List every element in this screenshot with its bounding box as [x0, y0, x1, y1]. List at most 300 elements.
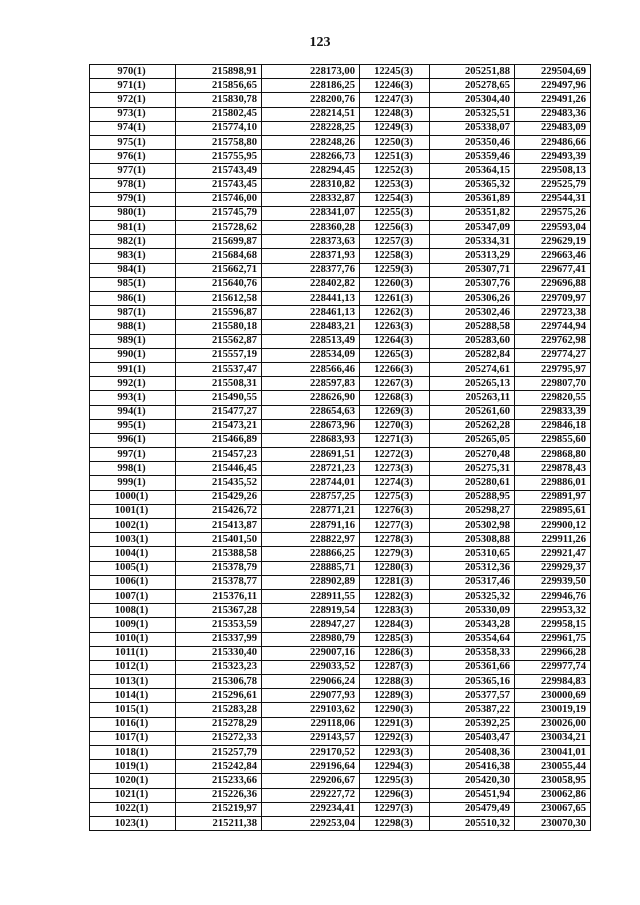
- y-coord-cell: 229483,36: [515, 107, 591, 121]
- y-coord-cell: 228721,23: [262, 462, 360, 476]
- page-number: 123: [309, 35, 331, 50]
- x-coord-cell: 215699,87: [176, 235, 262, 249]
- x-coord-cell: 205387,22: [430, 703, 515, 717]
- x-coord-cell: 215306,78: [176, 675, 262, 689]
- y-coord-cell: 228822,97: [262, 533, 360, 547]
- table-row: [90, 774, 591, 788]
- point-id-cell: 12267(3): [360, 377, 430, 391]
- point-id-cell: 1002(1): [90, 519, 176, 533]
- y-coord-cell: 228683,93: [262, 433, 360, 447]
- x-coord-cell: 205302,46: [430, 306, 515, 320]
- table-row: [90, 760, 591, 774]
- y-coord-cell: 229118,06: [262, 717, 360, 731]
- x-coord-cell: 215684,68: [176, 249, 262, 263]
- x-coord-cell: 215898,91: [176, 65, 262, 79]
- x-coord-cell: 205343,28: [430, 618, 515, 632]
- point-id-cell: 12257(3): [360, 235, 430, 249]
- y-coord-cell: 228654,63: [262, 405, 360, 419]
- point-id-cell: 12274(3): [360, 476, 430, 490]
- point-id-cell: 12258(3): [360, 249, 430, 263]
- x-coord-cell: 205350,46: [430, 135, 515, 149]
- table-row: [90, 703, 591, 717]
- table-row: [90, 462, 591, 476]
- x-coord-cell: 215426,72: [176, 504, 262, 518]
- y-coord-cell: 229921,47: [515, 547, 591, 561]
- x-coord-cell: 205403,47: [430, 731, 515, 745]
- y-coord-cell: 229723,38: [515, 306, 591, 320]
- point-id-cell: 1012(1): [90, 660, 176, 674]
- x-coord-cell: 205408,36: [430, 746, 515, 760]
- x-coord-cell: 205334,31: [430, 235, 515, 249]
- x-coord-cell: 205325,51: [430, 107, 515, 121]
- table-row: [90, 150, 591, 164]
- y-coord-cell: 228866,25: [262, 547, 360, 561]
- table-row: [90, 235, 591, 249]
- point-id-cell: 12250(3): [360, 135, 430, 149]
- point-id-cell: 12287(3): [360, 660, 430, 674]
- x-coord-cell: 215388,58: [176, 547, 262, 561]
- point-id-cell: 1017(1): [90, 731, 176, 745]
- y-coord-cell: 229077,93: [262, 689, 360, 703]
- y-coord-cell: 228885,71: [262, 561, 360, 575]
- y-coord-cell: 229878,43: [515, 462, 591, 476]
- table-row: [90, 178, 591, 192]
- table-row: [90, 689, 591, 703]
- y-coord-cell: 229977,74: [515, 660, 591, 674]
- y-coord-cell: 229795,97: [515, 362, 591, 376]
- point-id-cell: 1019(1): [90, 760, 176, 774]
- point-id-cell: 996(1): [90, 433, 176, 447]
- x-coord-cell: 215378,77: [176, 575, 262, 589]
- point-id-cell: 12270(3): [360, 419, 430, 433]
- x-coord-cell: 205351,82: [430, 206, 515, 220]
- y-coord-cell: 228373,63: [262, 235, 360, 249]
- table-row: [90, 490, 591, 504]
- point-id-cell: 994(1): [90, 405, 176, 419]
- point-id-cell: 1007(1): [90, 589, 176, 603]
- y-coord-cell: 230062,86: [515, 788, 591, 802]
- point-id-cell: 12252(3): [360, 164, 430, 178]
- x-coord-cell: 205262,28: [430, 419, 515, 433]
- point-id-cell: 12255(3): [360, 206, 430, 220]
- point-id-cell: 997(1): [90, 448, 176, 462]
- point-id-cell: 12276(3): [360, 504, 430, 518]
- point-id-cell: 12273(3): [360, 462, 430, 476]
- y-coord-cell: 229575,26: [515, 206, 591, 220]
- point-id-cell: 12254(3): [360, 192, 430, 206]
- y-coord-cell: 228461,13: [262, 306, 360, 320]
- y-coord-cell: 229774,27: [515, 348, 591, 362]
- x-coord-cell: 205416,38: [430, 760, 515, 774]
- x-coord-cell: 215413,87: [176, 519, 262, 533]
- point-id-cell: 979(1): [90, 192, 176, 206]
- table-row: [90, 164, 591, 178]
- point-id-cell: 974(1): [90, 121, 176, 135]
- y-coord-cell: 228228,25: [262, 121, 360, 135]
- x-coord-cell: 215743,45: [176, 178, 262, 192]
- x-coord-cell: 215376,11: [176, 589, 262, 603]
- point-id-cell: 986(1): [90, 292, 176, 306]
- y-coord-cell: 228377,76: [262, 263, 360, 277]
- x-coord-cell: 215330,40: [176, 646, 262, 660]
- table-row: [90, 320, 591, 334]
- y-coord-cell: 229953,32: [515, 604, 591, 618]
- y-coord-cell: 228691,51: [262, 448, 360, 462]
- point-id-cell: 976(1): [90, 150, 176, 164]
- table-row: [90, 348, 591, 362]
- y-coord-cell: 230067,65: [515, 802, 591, 816]
- x-coord-cell: 215219,97: [176, 802, 262, 816]
- point-id-cell: 971(1): [90, 79, 176, 93]
- point-id-cell: 12292(3): [360, 731, 430, 745]
- point-id-cell: 999(1): [90, 476, 176, 490]
- y-coord-cell: 229033,52: [262, 660, 360, 674]
- x-coord-cell: 205358,33: [430, 646, 515, 660]
- point-id-cell: 1011(1): [90, 646, 176, 660]
- point-id-cell: 12245(3): [360, 65, 430, 79]
- x-coord-cell: 205307,76: [430, 277, 515, 291]
- y-coord-cell: 229508,13: [515, 164, 591, 178]
- x-coord-cell: 205317,46: [430, 575, 515, 589]
- table-row: [90, 206, 591, 220]
- point-id-cell: 12285(3): [360, 632, 430, 646]
- point-id-cell: 1015(1): [90, 703, 176, 717]
- x-coord-cell: 205365,32: [430, 178, 515, 192]
- x-coord-cell: 215596,87: [176, 306, 262, 320]
- point-id-cell: 12282(3): [360, 589, 430, 603]
- x-coord-cell: 205261,60: [430, 405, 515, 419]
- x-coord-cell: 215446,45: [176, 462, 262, 476]
- x-coord-cell: 205338,07: [430, 121, 515, 135]
- y-coord-cell: 229744,94: [515, 320, 591, 334]
- y-coord-cell: 230034,21: [515, 731, 591, 745]
- point-id-cell: 972(1): [90, 93, 176, 107]
- point-id-cell: 993(1): [90, 391, 176, 405]
- point-id-cell: 12298(3): [360, 816, 430, 830]
- y-coord-cell: 229946,76: [515, 589, 591, 603]
- x-coord-cell: 205510,32: [430, 816, 515, 830]
- table-row: [90, 362, 591, 376]
- table-row: [90, 306, 591, 320]
- table-row: [90, 604, 591, 618]
- point-id-cell: 1008(1): [90, 604, 176, 618]
- y-coord-cell: 228402,82: [262, 277, 360, 291]
- y-coord-cell: 228513,49: [262, 334, 360, 348]
- x-coord-cell: 205312,36: [430, 561, 515, 575]
- y-coord-cell: 229833,39: [515, 405, 591, 419]
- point-id-cell: 987(1): [90, 306, 176, 320]
- y-coord-cell: 229170,52: [262, 746, 360, 760]
- x-coord-cell: 205282,84: [430, 348, 515, 362]
- x-coord-cell: 205310,65: [430, 547, 515, 561]
- y-coord-cell: 228626,90: [262, 391, 360, 405]
- y-coord-cell: 229886,01: [515, 476, 591, 490]
- y-coord-cell: 229206,67: [262, 774, 360, 788]
- y-coord-cell: 229066,24: [262, 675, 360, 689]
- point-id-cell: 990(1): [90, 348, 176, 362]
- table-row: [90, 717, 591, 731]
- x-coord-cell: 205361,89: [430, 192, 515, 206]
- table-row: [90, 107, 591, 121]
- x-coord-cell: 205274,61: [430, 362, 515, 376]
- y-coord-cell: 229504,69: [515, 65, 591, 79]
- point-id-cell: 12296(3): [360, 788, 430, 802]
- y-coord-cell: 229911,26: [515, 533, 591, 547]
- point-id-cell: 12271(3): [360, 433, 430, 447]
- table-row: [90, 618, 591, 632]
- y-coord-cell: 228597,83: [262, 377, 360, 391]
- point-id-cell: 983(1): [90, 249, 176, 263]
- table-row: [90, 519, 591, 533]
- y-coord-cell: 230026,00: [515, 717, 591, 731]
- table-row: [90, 249, 591, 263]
- y-coord-cell: 228919,54: [262, 604, 360, 618]
- y-coord-cell: 229196,64: [262, 760, 360, 774]
- y-coord-cell: 230070,30: [515, 816, 591, 830]
- y-coord-cell: 230000,69: [515, 689, 591, 703]
- point-id-cell: 1014(1): [90, 689, 176, 703]
- y-coord-cell: 229234,41: [262, 802, 360, 816]
- point-id-cell: 1004(1): [90, 547, 176, 561]
- table-row: [90, 802, 591, 816]
- table-row: [90, 561, 591, 575]
- x-coord-cell: 215802,45: [176, 107, 262, 121]
- point-id-cell: 12260(3): [360, 277, 430, 291]
- point-id-cell: 12286(3): [360, 646, 430, 660]
- y-coord-cell: 229007,16: [262, 646, 360, 660]
- point-id-cell: 12269(3): [360, 405, 430, 419]
- point-id-cell: 12246(3): [360, 79, 430, 93]
- table-row: [90, 65, 591, 79]
- x-coord-cell: 205365,16: [430, 675, 515, 689]
- x-coord-cell: 205302,98: [430, 519, 515, 533]
- table-row: [90, 476, 591, 490]
- x-coord-cell: 205278,65: [430, 79, 515, 93]
- table-row: [90, 419, 591, 433]
- point-id-cell: 12277(3): [360, 519, 430, 533]
- point-id-cell: 12272(3): [360, 448, 430, 462]
- x-coord-cell: 215490,55: [176, 391, 262, 405]
- y-coord-cell: 229762,98: [515, 334, 591, 348]
- point-id-cell: 985(1): [90, 277, 176, 291]
- x-coord-cell: 215745,79: [176, 206, 262, 220]
- y-coord-cell: 228173,00: [262, 65, 360, 79]
- y-coord-cell: 230058,95: [515, 774, 591, 788]
- x-coord-cell: 215337,99: [176, 632, 262, 646]
- x-coord-cell: 215242,84: [176, 760, 262, 774]
- x-coord-cell: 205359,46: [430, 150, 515, 164]
- x-coord-cell: 215508,31: [176, 377, 262, 391]
- point-id-cell: 1000(1): [90, 490, 176, 504]
- y-coord-cell: 228744,01: [262, 476, 360, 490]
- point-id-cell: 1001(1): [90, 504, 176, 518]
- x-coord-cell: 205288,58: [430, 320, 515, 334]
- y-coord-cell: 228248,26: [262, 135, 360, 149]
- point-id-cell: 12259(3): [360, 263, 430, 277]
- x-coord-cell: 215662,71: [176, 263, 262, 277]
- coordinates-table-body: [90, 65, 591, 831]
- x-coord-cell: 215743,49: [176, 164, 262, 178]
- x-coord-cell: 205251,88: [430, 65, 515, 79]
- table-row: [90, 788, 591, 802]
- point-id-cell: 12278(3): [360, 533, 430, 547]
- y-coord-cell: 229491,26: [515, 93, 591, 107]
- table-row: [90, 292, 591, 306]
- y-coord-cell: 229677,41: [515, 263, 591, 277]
- x-coord-cell: 205280,61: [430, 476, 515, 490]
- point-id-cell: 998(1): [90, 462, 176, 476]
- y-coord-cell: 229696,88: [515, 277, 591, 291]
- y-coord-cell: 228341,07: [262, 206, 360, 220]
- x-coord-cell: 215758,80: [176, 135, 262, 149]
- point-id-cell: 1022(1): [90, 802, 176, 816]
- y-coord-cell: 228441,13: [262, 292, 360, 306]
- point-id-cell: 970(1): [90, 65, 176, 79]
- x-coord-cell: 215640,76: [176, 277, 262, 291]
- point-id-cell: 12262(3): [360, 306, 430, 320]
- table-row: [90, 589, 591, 603]
- x-coord-cell: 215856,65: [176, 79, 262, 93]
- y-coord-cell: 228200,76: [262, 93, 360, 107]
- table-row: [90, 632, 591, 646]
- x-coord-cell: 205479,49: [430, 802, 515, 816]
- point-id-cell: 12283(3): [360, 604, 430, 618]
- y-coord-cell: 229855,60: [515, 433, 591, 447]
- y-coord-cell: 228483,21: [262, 320, 360, 334]
- x-coord-cell: 215612,58: [176, 292, 262, 306]
- table-row: [90, 547, 591, 561]
- y-coord-cell: 228566,46: [262, 362, 360, 376]
- x-coord-cell: 205288,95: [430, 490, 515, 504]
- point-id-cell: 977(1): [90, 164, 176, 178]
- point-id-cell: 12264(3): [360, 334, 430, 348]
- y-coord-cell: 229493,39: [515, 150, 591, 164]
- y-coord-cell: 228980,79: [262, 632, 360, 646]
- y-coord-cell: 229525,79: [515, 178, 591, 192]
- x-coord-cell: 205304,40: [430, 93, 515, 107]
- point-id-cell: 12265(3): [360, 348, 430, 362]
- point-id-cell: 1016(1): [90, 717, 176, 731]
- x-coord-cell: 215774,10: [176, 121, 262, 135]
- y-coord-cell: 229103,62: [262, 703, 360, 717]
- y-coord-cell: 228947,27: [262, 618, 360, 632]
- y-coord-cell: 229820,55: [515, 391, 591, 405]
- point-id-cell: 12261(3): [360, 292, 430, 306]
- point-id-cell: 12263(3): [360, 320, 430, 334]
- point-id-cell: 12279(3): [360, 547, 430, 561]
- x-coord-cell: 205265,13: [430, 377, 515, 391]
- point-id-cell: 12266(3): [360, 362, 430, 376]
- x-coord-cell: 205354,64: [430, 632, 515, 646]
- point-id-cell: 1010(1): [90, 632, 176, 646]
- y-coord-cell: 229868,80: [515, 448, 591, 462]
- y-coord-cell: 228371,93: [262, 249, 360, 263]
- point-id-cell: 12297(3): [360, 802, 430, 816]
- point-id-cell: 992(1): [90, 377, 176, 391]
- point-id-cell: 1021(1): [90, 788, 176, 802]
- point-id-cell: 12280(3): [360, 561, 430, 575]
- point-id-cell: 12251(3): [360, 150, 430, 164]
- table-row: [90, 121, 591, 135]
- x-coord-cell: 215257,79: [176, 746, 262, 760]
- y-coord-cell: 228266,73: [262, 150, 360, 164]
- x-coord-cell: 215537,47: [176, 362, 262, 376]
- y-coord-cell: 229807,70: [515, 377, 591, 391]
- point-id-cell: 988(1): [90, 320, 176, 334]
- table-row: [90, 504, 591, 518]
- x-coord-cell: 215473,21: [176, 419, 262, 433]
- table-row: [90, 221, 591, 235]
- x-coord-cell: 205308,88: [430, 533, 515, 547]
- x-coord-cell: 205298,27: [430, 504, 515, 518]
- x-coord-cell: 215580,18: [176, 320, 262, 334]
- x-coord-cell: 205377,57: [430, 689, 515, 703]
- x-coord-cell: 215746,00: [176, 192, 262, 206]
- x-coord-cell: 215353,59: [176, 618, 262, 632]
- point-id-cell: 12290(3): [360, 703, 430, 717]
- x-coord-cell: 215233,66: [176, 774, 262, 788]
- x-coord-cell: 205265,05: [430, 433, 515, 447]
- x-coord-cell: 205307,71: [430, 263, 515, 277]
- table-row: [90, 575, 591, 589]
- x-coord-cell: 205361,66: [430, 660, 515, 674]
- point-id-cell: 12249(3): [360, 121, 430, 135]
- y-coord-cell: 230055,44: [515, 760, 591, 774]
- table-row: [90, 675, 591, 689]
- x-coord-cell: 205330,09: [430, 604, 515, 618]
- x-coord-cell: 215755,95: [176, 150, 262, 164]
- point-id-cell: 12275(3): [360, 490, 430, 504]
- y-coord-cell: 228791,16: [262, 519, 360, 533]
- y-coord-cell: 230019,19: [515, 703, 591, 717]
- y-coord-cell: 228673,96: [262, 419, 360, 433]
- x-coord-cell: 215557,19: [176, 348, 262, 362]
- point-id-cell: 975(1): [90, 135, 176, 149]
- table-row: [90, 377, 591, 391]
- y-coord-cell: 229593,04: [515, 221, 591, 235]
- point-id-cell: 995(1): [90, 419, 176, 433]
- y-coord-cell: 228911,55: [262, 589, 360, 603]
- point-id-cell: 980(1): [90, 206, 176, 220]
- x-coord-cell: 215272,33: [176, 731, 262, 745]
- x-coord-cell: 205283,60: [430, 334, 515, 348]
- table-row: [90, 93, 591, 107]
- y-coord-cell: 229891,97: [515, 490, 591, 504]
- point-id-cell: 989(1): [90, 334, 176, 348]
- point-id-cell: 12294(3): [360, 760, 430, 774]
- point-id-cell: 978(1): [90, 178, 176, 192]
- point-id-cell: 1023(1): [90, 816, 176, 830]
- table-row: [90, 646, 591, 660]
- point-id-cell: 12288(3): [360, 675, 430, 689]
- table-row: [90, 731, 591, 745]
- y-coord-cell: 228902,89: [262, 575, 360, 589]
- table-row: [90, 405, 591, 419]
- x-coord-cell: 215278,29: [176, 717, 262, 731]
- table-row: [90, 660, 591, 674]
- x-coord-cell: 215466,89: [176, 433, 262, 447]
- y-coord-cell: 228360,28: [262, 221, 360, 235]
- point-id-cell: 12293(3): [360, 746, 430, 760]
- y-coord-cell: 228214,51: [262, 107, 360, 121]
- table-row: [90, 263, 591, 277]
- x-coord-cell: 215296,61: [176, 689, 262, 703]
- x-coord-cell: 205263,11: [430, 391, 515, 405]
- point-id-cell: 973(1): [90, 107, 176, 121]
- point-id-cell: 12284(3): [360, 618, 430, 632]
- x-coord-cell: 205364,15: [430, 164, 515, 178]
- y-coord-cell: 228186,25: [262, 79, 360, 93]
